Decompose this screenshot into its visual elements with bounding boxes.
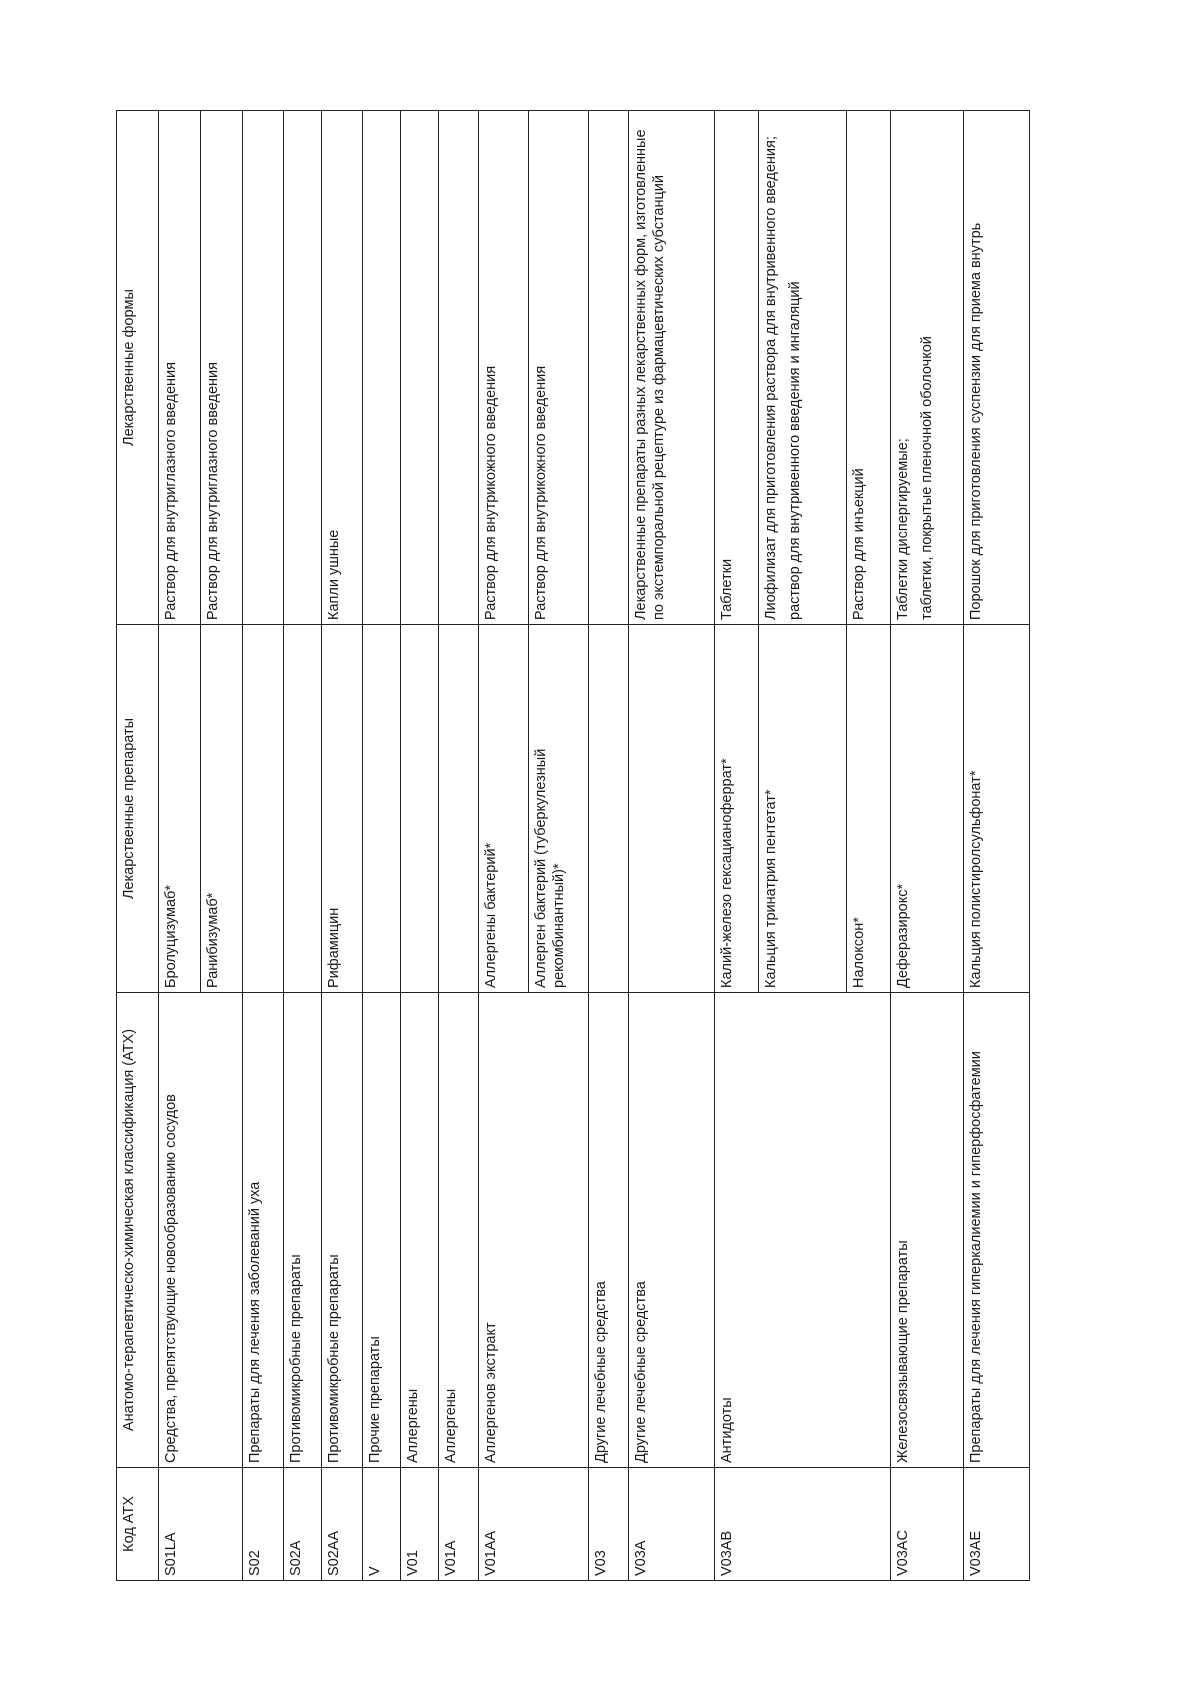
header-drugs: Лекарственные препараты bbox=[117, 625, 159, 993]
table-header-row bbox=[117, 111, 159, 1581]
table-row bbox=[363, 111, 401, 1581]
cell-drug: Бролуцизумаб* bbox=[159, 625, 201, 993]
cell-atc: Антидоты bbox=[715, 993, 891, 1468]
cell-drug: Деферазирокс* bbox=[891, 625, 964, 993]
table-row bbox=[964, 111, 1030, 1581]
table-row bbox=[322, 111, 363, 1581]
cell-atc: Прочие препараты bbox=[363, 993, 401, 1468]
cell-drug bbox=[243, 625, 284, 993]
cell-forms bbox=[589, 111, 629, 625]
cell-drug bbox=[589, 625, 629, 993]
table-row bbox=[891, 111, 964, 1581]
cell-atc: Аллергены bbox=[439, 993, 479, 1468]
cell-drug: Кальция полистиролсульфонат* bbox=[964, 625, 1030, 993]
cell-atc: Противомикробные препараты bbox=[322, 993, 363, 1468]
cell-drug bbox=[284, 625, 322, 993]
cell-drug bbox=[401, 625, 439, 993]
cell-forms bbox=[401, 111, 439, 625]
rotated-page-content bbox=[116, 111, 1076, 1581]
cell-drug: Аллерген бактерий (туберкулезный рекомбинантный)* bbox=[529, 625, 589, 993]
cell-drug: Налоксон* bbox=[847, 625, 891, 993]
table-row bbox=[439, 111, 479, 1581]
cell-forms bbox=[322, 111, 363, 625]
table-row bbox=[284, 111, 322, 1581]
cell-forms bbox=[201, 111, 243, 625]
form-line: раствор для внутривенного введения и ингаляций bbox=[787, 281, 803, 620]
form-line: Порошок для приготовления суспензии для приема внутрь bbox=[968, 222, 984, 620]
table-row bbox=[479, 111, 529, 1581]
atc-drug-table bbox=[116, 110, 1030, 1581]
table-row bbox=[159, 111, 201, 1581]
cell-drug bbox=[363, 625, 401, 993]
cell-forms bbox=[529, 111, 589, 625]
cell-forms bbox=[715, 111, 759, 625]
cell-forms bbox=[847, 111, 891, 625]
table-row bbox=[629, 111, 715, 1581]
form-line: Лиофилизат для приготовления раствора для внутривенного введения; bbox=[763, 136, 779, 620]
cell-atc: Другие лечебные средства bbox=[629, 993, 715, 1468]
cell-drug bbox=[439, 625, 479, 993]
form-line: Лекарственные препараты разных лекарственных форм, изготовленные по экстемпоральной рецептуре из фармацевтических субстанций bbox=[633, 129, 667, 620]
cell-forms bbox=[243, 111, 284, 625]
cell-code: V01AA bbox=[479, 1468, 589, 1581]
cell-forms bbox=[439, 111, 479, 625]
cell-drug: Кальция тринатрия пентетат* bbox=[759, 625, 847, 993]
form-line: таблетки, покрытые пленочной оболочкой bbox=[919, 336, 935, 620]
cell-atc: Противомикробные препараты bbox=[284, 993, 322, 1468]
form-line: Раствор для внутриглазного введения bbox=[205, 362, 221, 620]
form-line: Таблетки диспергируемые; bbox=[895, 438, 911, 620]
cell-drug: Рифамицин bbox=[322, 625, 363, 993]
cell-drug: Калий-железо гексацианоферрат* bbox=[715, 625, 759, 993]
cell-forms bbox=[629, 111, 715, 625]
cell-code: V03 bbox=[589, 1468, 629, 1581]
table-row bbox=[401, 111, 439, 1581]
form-line: Таблетки bbox=[719, 558, 735, 620]
cell-drug: Ранибизумаб* bbox=[201, 625, 243, 993]
cell-code: S01LA bbox=[159, 1468, 243, 1581]
cell-forms bbox=[159, 111, 201, 625]
cell-code: V03AB bbox=[715, 1468, 891, 1581]
cell-forms bbox=[284, 111, 322, 625]
cell-atc: Средства, препятствующие новообразованию сосудов bbox=[159, 993, 243, 1468]
cell-forms bbox=[759, 111, 847, 625]
cell-code: V03AE bbox=[964, 1468, 1030, 1581]
cell-code: S02A bbox=[284, 1468, 322, 1581]
cell-forms bbox=[891, 111, 964, 625]
cell-forms bbox=[964, 111, 1030, 625]
cell-drug: Аллергены бактерий* bbox=[479, 625, 529, 993]
cell-atc: Аллергенов экстракт bbox=[479, 993, 589, 1468]
cell-code: S02 bbox=[243, 1468, 284, 1581]
header-forms: Лекарственные формы bbox=[117, 111, 159, 625]
cell-atc: Другие лечебные средства bbox=[589, 993, 629, 1468]
table-row bbox=[715, 111, 759, 1581]
cell-code: V03A bbox=[629, 1468, 715, 1581]
form-line: Раствор для внутриглазного введения bbox=[163, 362, 179, 620]
cell-atc: Железосвязывающие препараты bbox=[891, 993, 964, 1468]
cell-drug bbox=[629, 625, 715, 993]
header-atc: Анатомо-терапевтическо-химическая классификация (АТХ) bbox=[117, 993, 159, 1468]
cell-code: V bbox=[363, 1468, 401, 1581]
cell-atc: Препараты для лечения гиперкалиемии и гиперфосфатемии bbox=[964, 993, 1030, 1468]
cell-code: V03AC bbox=[891, 1468, 964, 1581]
header-code: Код АТХ bbox=[117, 1468, 159, 1581]
form-line: Раствор для внутрикожного введения bbox=[483, 365, 499, 620]
cell-code: V01A bbox=[439, 1468, 479, 1581]
table-row bbox=[589, 111, 629, 1581]
form-line: Раствор для внутрикожного введения bbox=[533, 365, 549, 620]
cell-forms bbox=[363, 111, 401, 625]
cell-code: V01 bbox=[401, 1468, 439, 1581]
cell-code: S02AA bbox=[322, 1468, 363, 1581]
table-row bbox=[243, 111, 284, 1581]
cell-atc: Аллергены bbox=[401, 993, 439, 1468]
cell-atc: Препараты для лечения заболеваний уха bbox=[243, 993, 284, 1468]
form-line: Раствор для инъекций bbox=[851, 468, 867, 620]
form-line: Капли ушные bbox=[326, 529, 342, 620]
cell-forms bbox=[479, 111, 529, 625]
